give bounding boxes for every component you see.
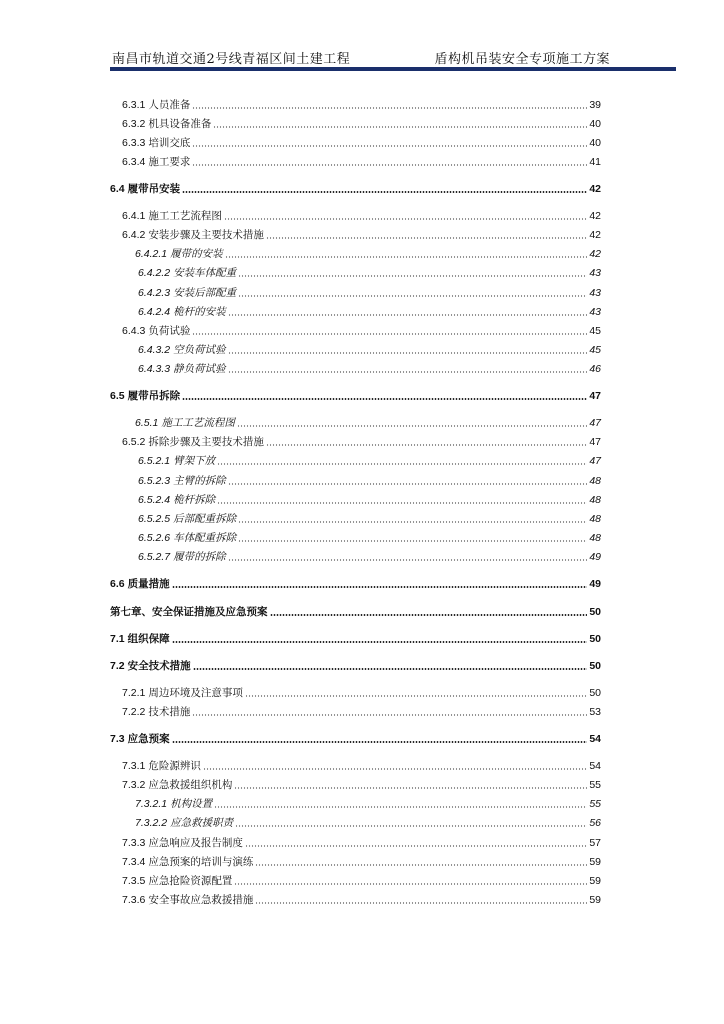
document-title: 盾构机吊装安全专项施工方案 [434, 52, 610, 67]
toc-section[interactable] [110, 575, 601, 591]
toc-number: 7.3.6 [122, 894, 146, 906]
toc-subentry[interactable] [138, 303, 601, 319]
toc-page: 41 [589, 156, 601, 168]
toc-section[interactable] [110, 630, 601, 646]
toc-page: 59 [589, 856, 601, 868]
toc-page: 50 [589, 687, 601, 699]
toc-page: 48 [589, 513, 601, 525]
toc-page: 45 [589, 344, 601, 356]
toc-leader [234, 883, 587, 885]
toc-number: 7.3.3 [122, 837, 146, 849]
toc-leader [238, 521, 587, 523]
toc-number: 7.2.2 [122, 706, 146, 718]
toc-entry[interactable] [122, 322, 601, 338]
toc-entry[interactable] [122, 433, 601, 449]
toc-title: 安全技术措施 [127, 660, 191, 672]
toc-subentry[interactable] [138, 341, 601, 357]
toc-page: 50 [589, 660, 601, 672]
toc-page: 56 [589, 817, 601, 829]
toc-subentry[interactable] [138, 548, 601, 564]
toc-number: 6.3.3 [122, 137, 146, 149]
toc-leader [213, 126, 587, 128]
toc-leader [214, 806, 587, 808]
toc-number: 7.2 [110, 660, 125, 672]
toc-title: 安全事故应急救援措施 [148, 894, 254, 906]
toc-entry[interactable] [122, 226, 601, 242]
toc-title: 履带的拆除 [173, 551, 226, 563]
toc-title: 应急预案的培训与演练 [148, 856, 254, 868]
toc-title: 第七章、安全保证措施及应急预案 [110, 606, 268, 618]
toc-title: 人员准备 [148, 99, 191, 111]
toc-title: 应急救援组织机构 [148, 779, 233, 791]
toc-subentry[interactable] [138, 472, 601, 488]
toc-page: 50 [589, 606, 601, 618]
toc-subentry[interactable] [135, 814, 601, 830]
toc-leader [182, 398, 587, 400]
toc-title: 车体配重拆除 [173, 532, 237, 544]
toc-leader [266, 237, 587, 239]
toc-leader [228, 352, 588, 354]
toc-number: 7.1 [110, 633, 125, 645]
toc-number: 6.4.2 [122, 229, 146, 241]
toc-leader [172, 741, 588, 743]
toc-entry[interactable] [122, 153, 601, 169]
toc-page: 47 [589, 417, 601, 429]
toc-leader [192, 107, 587, 109]
toc-number: 6.5.2.1 [138, 455, 171, 467]
toc-leader [266, 444, 587, 446]
toc-leader [238, 295, 587, 297]
toc-subentry[interactable] [135, 795, 601, 811]
toc-title: 施工工艺流程图 [161, 417, 235, 429]
toc-page: 59 [589, 875, 601, 887]
toc-title: 负荷试验 [148, 325, 191, 337]
toc-page: 55 [589, 779, 601, 791]
toc-leader [192, 145, 587, 147]
toc-number: 7.3 [110, 733, 125, 745]
toc-title: 施工工艺流程图 [148, 210, 222, 222]
toc-title: 履带吊安装 [127, 183, 181, 195]
toc-leader [228, 314, 588, 316]
toc-number: 6.4.2.2 [138, 267, 171, 279]
toc-number: 6.5.2.7 [138, 551, 171, 563]
toc-number: 7.3.1 [122, 760, 146, 772]
toc-entry[interactable] [122, 96, 601, 112]
toc-leader [182, 191, 587, 193]
toc-number: 6.3.2 [122, 118, 146, 130]
toc-section[interactable] [110, 180, 601, 196]
toc-page: 42 [589, 248, 601, 260]
toc-entry[interactable] [122, 776, 601, 792]
toc-title: 培训交底 [148, 137, 191, 149]
toc-title: 后部配重拆除 [173, 513, 237, 525]
toc-title: 臂架下放 [173, 455, 216, 467]
toc-leader [217, 502, 587, 504]
toc-section[interactable] [110, 730, 601, 746]
toc-leader [228, 371, 588, 373]
toc-subentry[interactable] [138, 360, 601, 376]
toc-title: 机具设备准备 [148, 118, 212, 130]
toc-page: 50 [589, 633, 601, 645]
toc-page: 43 [589, 267, 601, 279]
toc-leader [255, 864, 587, 866]
toc-entry[interactable] [122, 207, 601, 223]
toc-leader [237, 425, 587, 427]
toc-leader [192, 333, 587, 335]
toc-page: 45 [589, 325, 601, 337]
toc-title: 桅杆拆除 [173, 494, 216, 506]
toc-number: 6.5.2.3 [138, 475, 171, 487]
toc-title: 应急抢险资源配置 [148, 875, 233, 887]
toc-number: 6.5.1 [135, 417, 159, 429]
toc-number: 7.3.2.2 [135, 817, 168, 829]
toc-title: 技术措施 [148, 706, 191, 718]
toc-page: 42 [589, 183, 601, 195]
toc-title: 组织保障 [127, 633, 170, 645]
toc-number: 7.3.2 [122, 779, 146, 791]
toc-page: 49 [589, 578, 601, 590]
toc-leader [192, 164, 587, 166]
toc-subentry[interactable] [138, 529, 601, 545]
toc-page: 59 [589, 894, 601, 906]
toc-leader [228, 483, 588, 485]
toc-leader [245, 845, 587, 847]
toc-title: 空负荷试验 [173, 344, 226, 356]
toc-leader [235, 825, 587, 827]
toc-number: 6.4.1 [122, 210, 146, 222]
toc-leader [172, 586, 588, 588]
toc-title: 施工要求 [148, 156, 191, 168]
toc-title: 安装步骤及主要技术措施 [148, 229, 264, 241]
toc-entry[interactable] [122, 134, 601, 150]
project-title: 南昌市轨道交通2号线青福区间土建工程 [112, 52, 351, 67]
toc-entry[interactable] [122, 834, 601, 850]
toc-page: 42 [589, 210, 601, 222]
toc-page: 43 [589, 287, 601, 299]
toc-title: 主臂的拆除 [173, 475, 226, 487]
toc-leader [192, 714, 587, 716]
toc-leader [217, 463, 587, 465]
toc-number: 6.4.2.3 [138, 287, 171, 299]
toc-number: 6.3.1 [122, 99, 146, 111]
toc-subentry[interactable] [138, 510, 601, 526]
toc-subentry[interactable] [138, 452, 601, 468]
toc-page: 42 [589, 229, 601, 241]
toc-page: 47 [589, 390, 601, 402]
toc-number: 6.4 [110, 183, 125, 195]
toc-entry[interactable] [122, 757, 601, 773]
toc-page: 54 [589, 733, 601, 745]
toc-title: 安装车体配重 [173, 267, 237, 279]
toc-page: 47 [589, 455, 601, 467]
toc-number: 6.5.2.6 [138, 532, 171, 544]
toc-page: 39 [589, 99, 601, 111]
toc-number: 6.4.3.3 [138, 363, 171, 375]
toc-entry[interactable] [122, 891, 601, 907]
toc-page: 54 [589, 760, 601, 772]
toc-leader [255, 902, 587, 904]
toc-page: 43 [589, 306, 601, 318]
toc-title: 应急救援职责 [170, 817, 234, 829]
toc-subentry[interactable] [138, 284, 601, 300]
toc-number: 6.4.2.4 [138, 306, 171, 318]
toc-title: 应急预案 [127, 733, 170, 745]
toc-number: 6.3.4 [122, 156, 146, 168]
toc-number: 7.2.1 [122, 687, 146, 699]
toc-page: 46 [589, 363, 601, 375]
toc-leader [225, 256, 588, 258]
toc-number: 6.5.2.5 [138, 513, 171, 525]
toc-title: 周边环境及注意事项 [148, 687, 243, 699]
toc-number: 6.5 [110, 390, 125, 402]
toc-subentry[interactable] [138, 491, 601, 507]
toc-page: 40 [589, 118, 601, 130]
toc-entry[interactable] [122, 853, 601, 869]
toc-number: 6.4.3 [122, 325, 146, 337]
toc-leader [270, 614, 588, 616]
toc-entry[interactable] [122, 872, 601, 888]
toc-leader [193, 668, 588, 670]
toc-leader [238, 275, 587, 277]
toc-chapter[interactable] [110, 603, 601, 619]
toc-entry[interactable] [135, 414, 601, 430]
toc-leader [234, 787, 587, 789]
toc-section[interactable] [110, 657, 601, 673]
toc-title: 质量措施 [127, 578, 170, 590]
toc-page: 53 [589, 706, 601, 718]
toc-entry[interactable] [122, 703, 601, 719]
toc-leader [245, 695, 587, 697]
toc-title: 机构设置 [170, 798, 213, 810]
toc-number: 7.3.2.1 [135, 798, 168, 810]
toc-number: 6.5.2 [122, 436, 146, 448]
toc-title: 应急响应及报告制度 [148, 837, 243, 849]
toc-leader [224, 218, 587, 220]
toc-section[interactable] [110, 387, 601, 403]
toc-page: 48 [589, 532, 601, 544]
toc-title: 静负荷试验 [173, 363, 226, 375]
toc-number: 6.6 [110, 578, 125, 590]
toc-title: 拆除步骤及主要技术措施 [148, 436, 264, 448]
toc-page: 57 [589, 837, 601, 849]
toc-title: 履带吊拆除 [127, 390, 181, 402]
toc-leader [203, 768, 587, 770]
toc-leader [172, 641, 588, 643]
toc-number: 6.4.2.1 [135, 248, 168, 260]
toc-page: 55 [589, 798, 601, 810]
toc-entry[interactable] [122, 115, 601, 131]
toc-subentry[interactable] [138, 264, 601, 280]
toc-number: 6.5.2.4 [138, 494, 171, 506]
toc-page: 49 [589, 551, 601, 563]
toc-page: 48 [589, 475, 601, 487]
toc-title: 安装后部配重 [173, 287, 237, 299]
toc-title: 危险源辨识 [148, 760, 201, 772]
toc-title: 履带的安装 [170, 248, 223, 260]
toc-number: 6.4.3.2 [138, 344, 171, 356]
toc-entry[interactable] [122, 684, 601, 700]
toc-number: 7.3.4 [122, 856, 146, 868]
toc-page: 47 [589, 436, 601, 448]
toc-subentry[interactable] [135, 245, 601, 261]
toc-title: 桅杆的安装 [173, 306, 226, 318]
toc-leader [228, 559, 588, 561]
toc-number: 7.3.5 [122, 875, 146, 887]
toc-page: 40 [589, 137, 601, 149]
toc-page: 48 [589, 494, 601, 506]
toc-leader [238, 540, 587, 542]
